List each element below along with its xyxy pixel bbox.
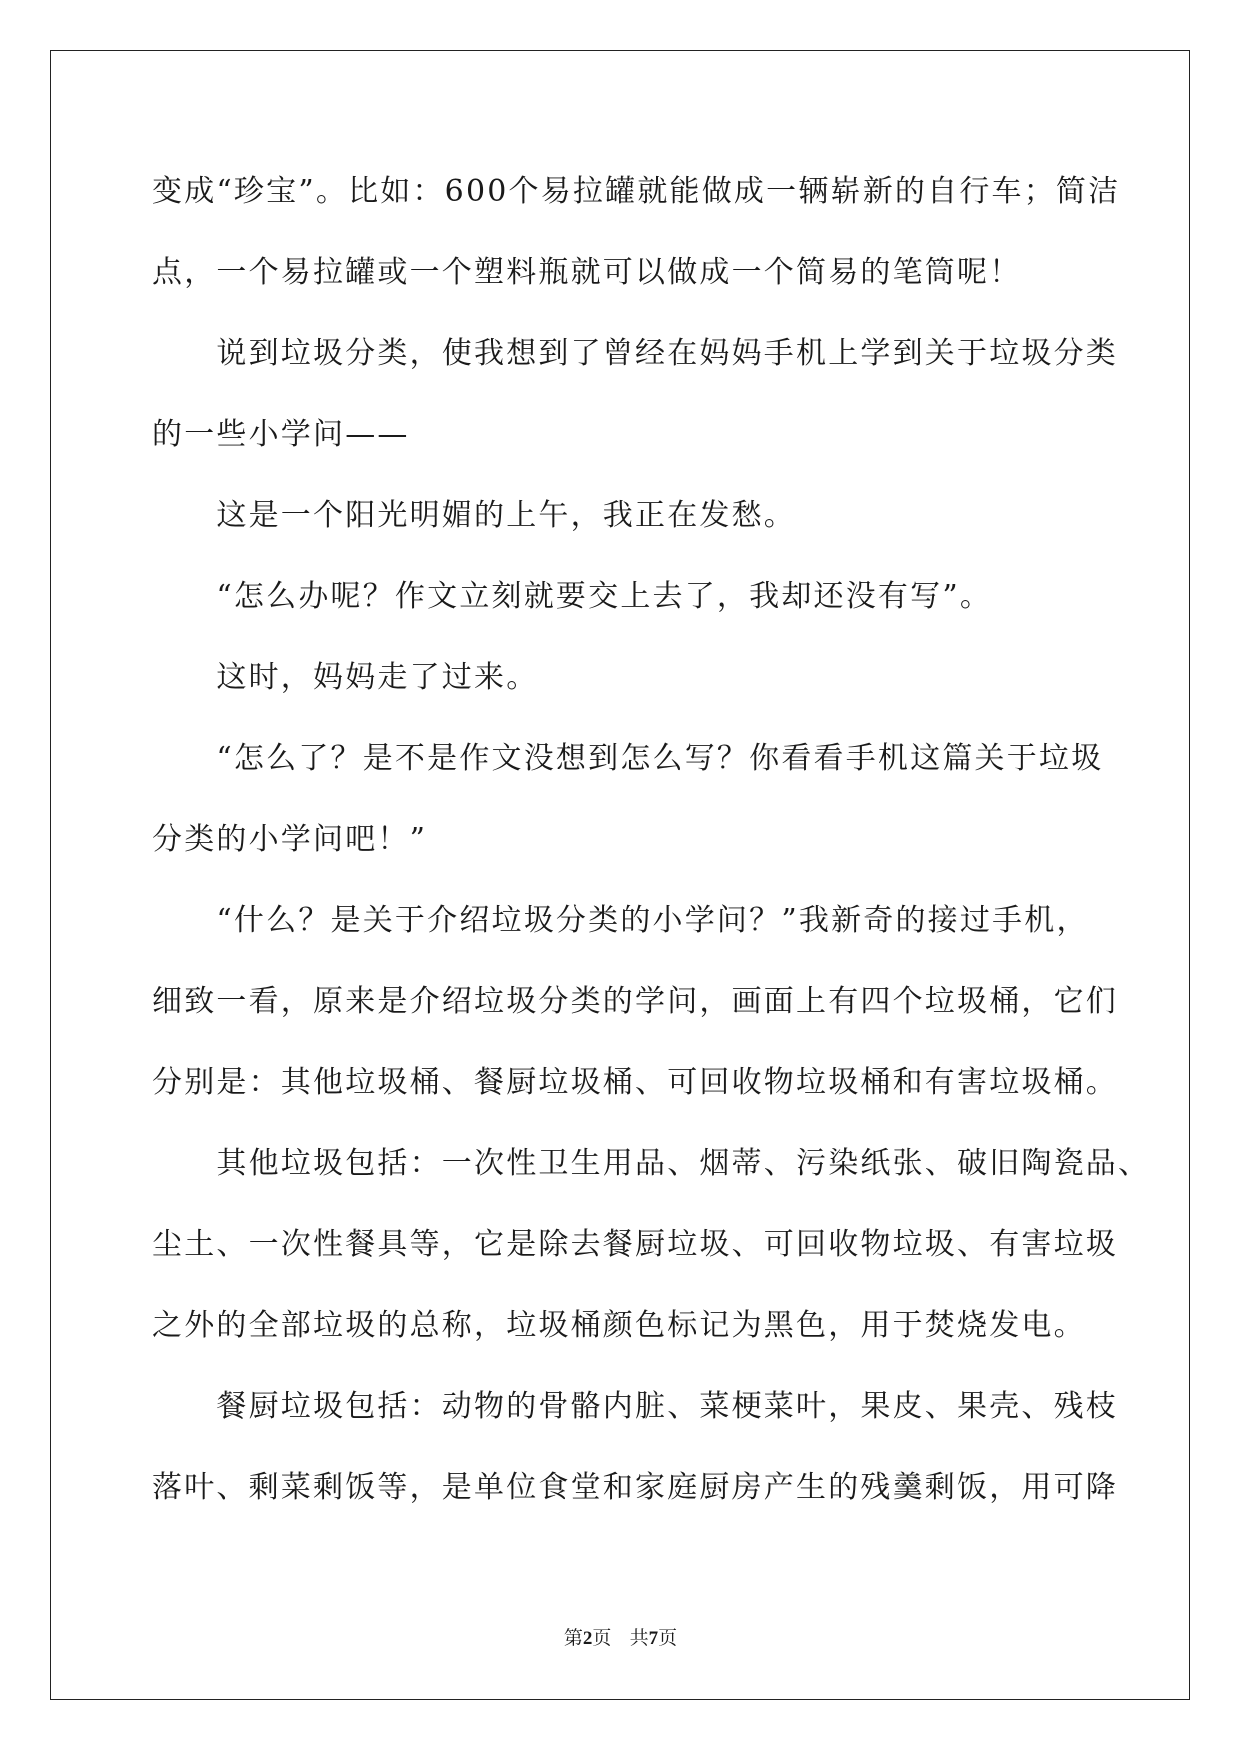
text-line: “什么？是关于介绍垃圾分类的小学问？”我新奇的接过手机， [152,903,1089,938]
text-line: 说到垃圾分类，使我想到了曾经在妈妈手机上学到关于垃圾分类 [152,336,1118,371]
text-line: 变成“珍宝”。比如：600个易拉罐就能做成一辆崭新的自行车；简洁 [152,174,1121,209]
text-line: “怎么办呢？作文立刻就要交上去了，我却还没有写”。 [152,579,993,614]
page-footer [0,1626,1241,1651]
text-line: 分别是：其他垃圾桶、餐厨垃圾桶、可回收物垃圾桶和有害垃圾桶。 [152,1065,1118,1100]
text-line: 这时，妈妈走了过来。 [152,660,539,695]
text-line: 落叶、剩菜剩饭等，是单位食堂和家庭厨房产生的残羹剩饭，用可降 [152,1470,1118,1505]
page-border [50,50,1190,1700]
text-line: “怎么了？是不是作文没想到怎么写？你看看手机这篇关于垃圾 [152,741,1104,776]
text-line: 这是一个阳光明媚的上午，我正在发愁。 [152,498,796,533]
text-line: 其他垃圾包括：一次性卫生用品、烟蒂、污染纸张、破旧陶瓷品、 [152,1146,1151,1181]
text-line: 的一些小学问—— [152,417,410,452]
page-number: 第2页 [563,1627,612,1649]
text-line: 餐厨垃圾包括：动物的骨骼内脏、菜梗菜叶，果皮、果壳、残枝 [152,1389,1118,1424]
text-line: 尘土、一次性餐具等，它是除去餐厨垃圾、可回收物垃圾、有害垃圾 [152,1227,1118,1262]
text-line: 细致一看，原来是介绍垃圾分类的学问，画面上有四个垃圾桶，它们 [152,984,1118,1019]
text-line: 之外的全部垃圾的总称，垃圾桶颜色标记为黑色，用于焚烧发电。 [152,1308,1086,1343]
text-line: 分类的小学问吧！” [152,822,428,857]
text-line: 点，一个易拉罐或一个塑料瓶就可以做成一个简易的笔筒呢！ [152,255,1022,290]
page-total: 共7页 [629,1627,678,1649]
